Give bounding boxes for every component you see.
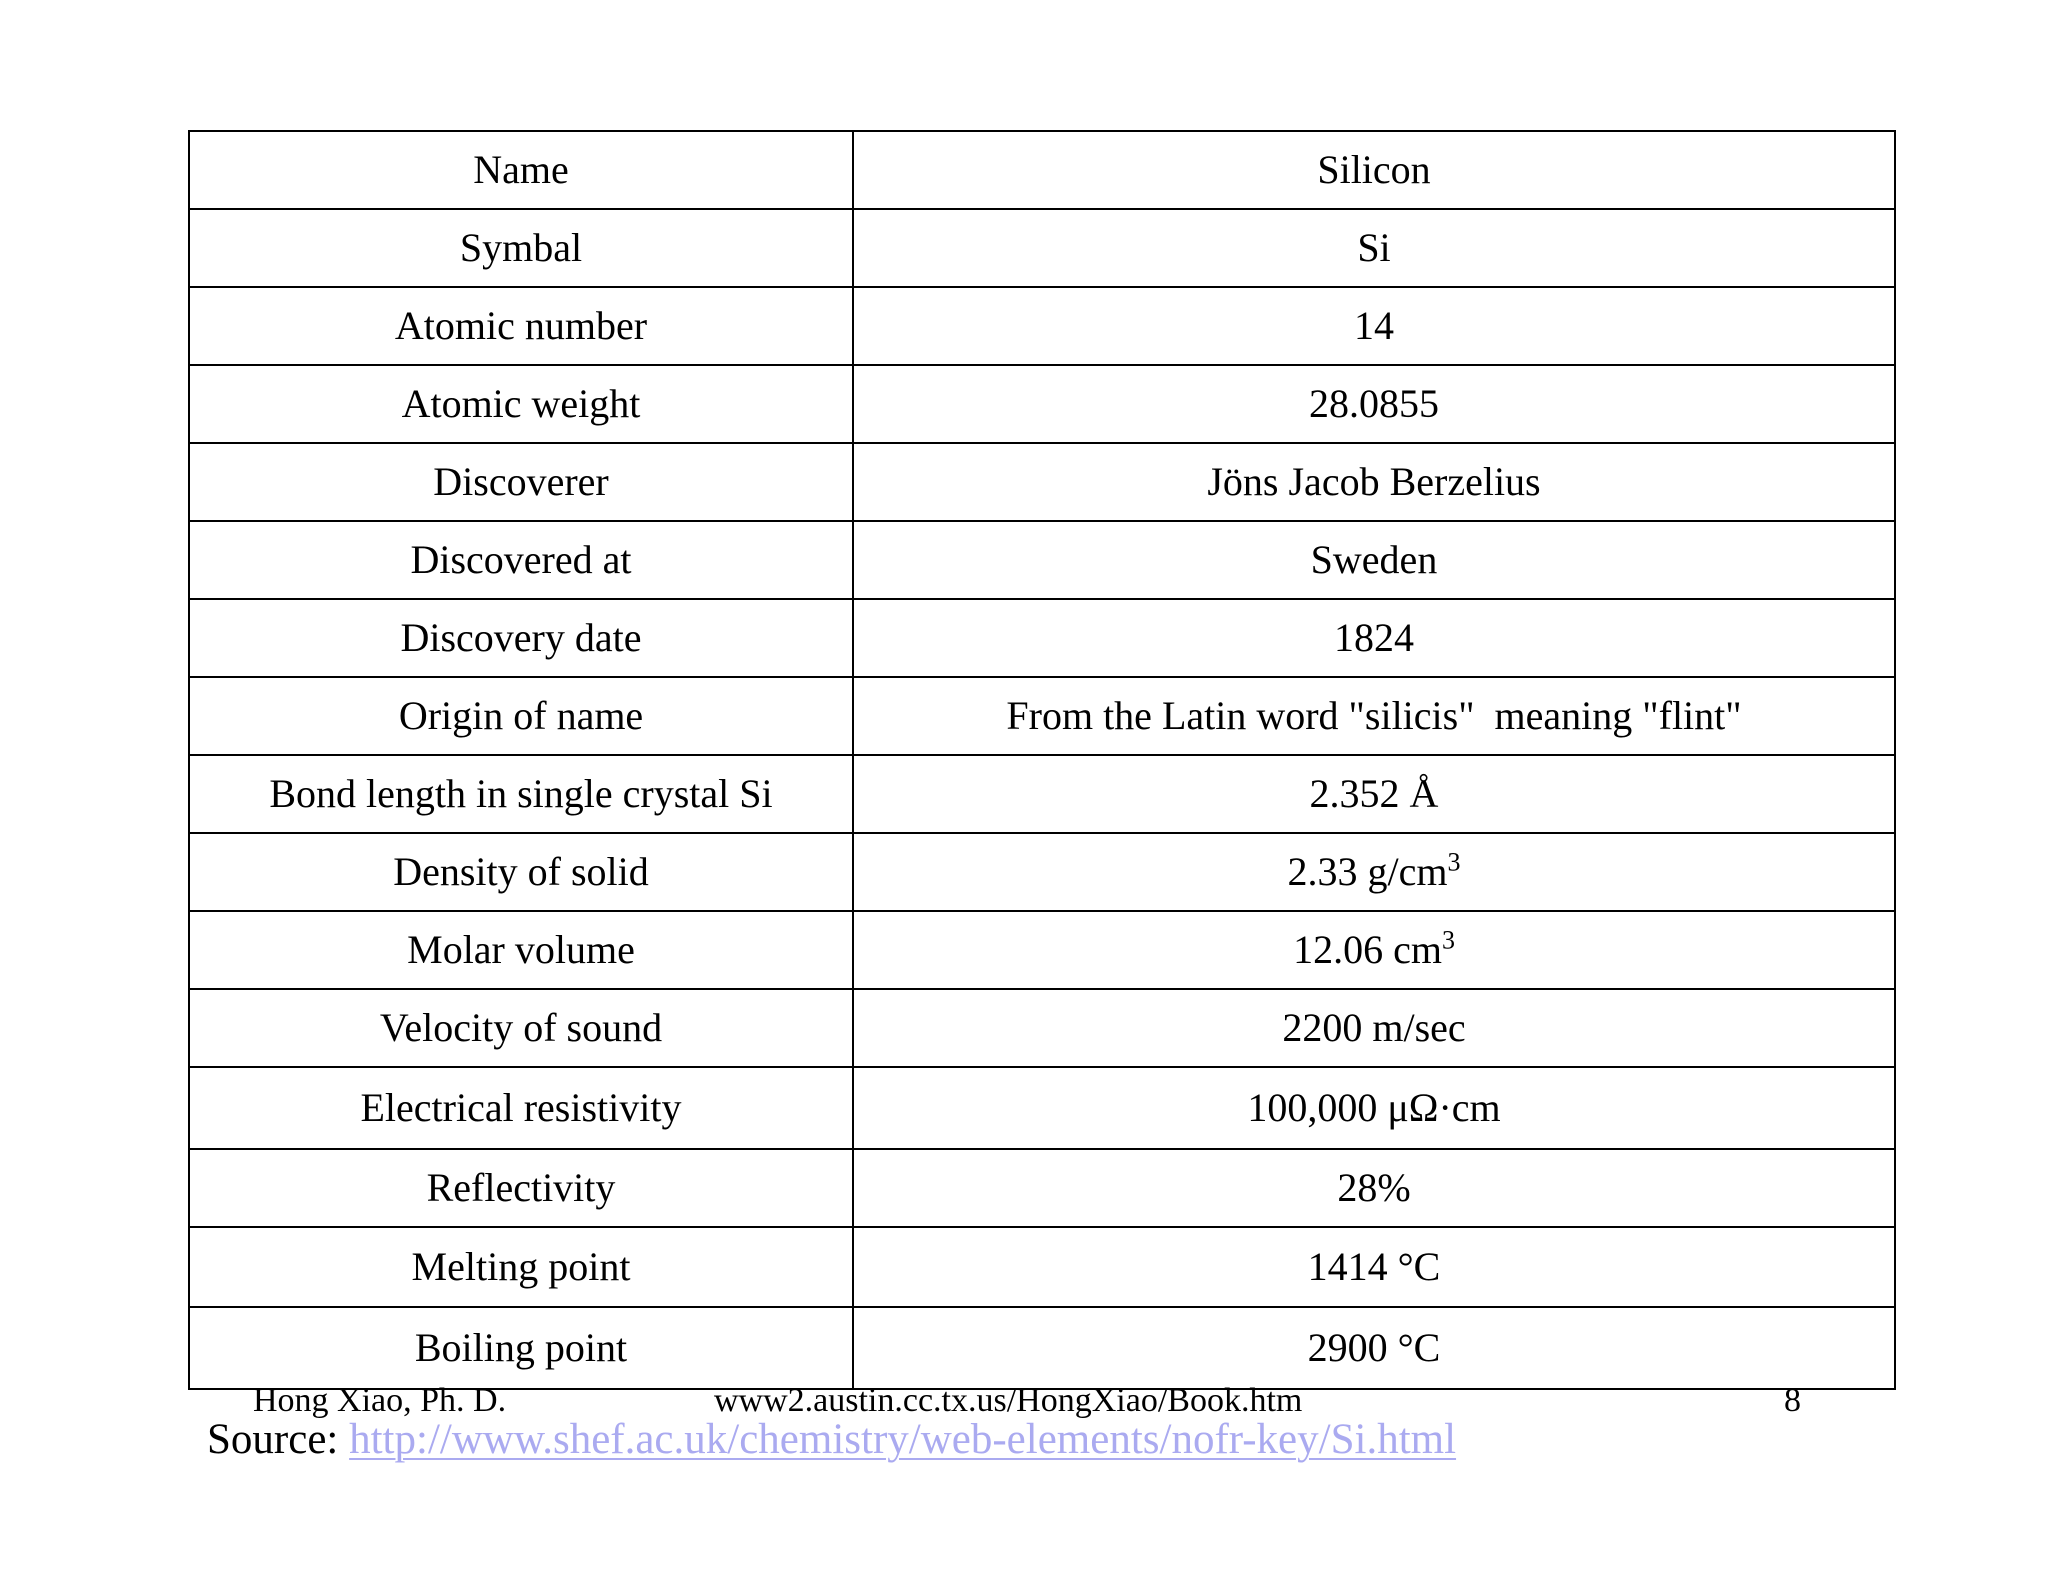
table-row bbox=[189, 1149, 1895, 1227]
table-row bbox=[189, 1307, 1895, 1389]
property-value: Jöns Jacob Berzelius bbox=[853, 443, 1895, 521]
table-row bbox=[189, 365, 1895, 443]
property-value: 14 bbox=[853, 287, 1895, 365]
silicon-properties-table bbox=[188, 130, 1896, 1390]
table-row bbox=[189, 131, 1895, 209]
property-value: 1824 bbox=[853, 599, 1895, 677]
property-value: Si bbox=[853, 209, 1895, 287]
property-label: Discoverer bbox=[189, 443, 853, 521]
property-value: 28.0855 bbox=[853, 365, 1895, 443]
property-label: Discovery date bbox=[189, 599, 853, 677]
property-value: Silicon bbox=[853, 131, 1895, 209]
property-label: Bond length in single crystal Si bbox=[189, 755, 853, 833]
property-label: Velocity of sound bbox=[189, 989, 853, 1067]
property-value: 2.352 Å bbox=[853, 755, 1895, 833]
property-label: Electrical resistivity bbox=[189, 1067, 853, 1149]
value-text: 2.33 g/cm bbox=[1287, 849, 1448, 894]
property-label: Boiling point bbox=[189, 1307, 853, 1389]
property-value: 2900 °C bbox=[853, 1307, 1895, 1389]
property-label: Molar volume bbox=[189, 911, 853, 989]
property-value: 28% bbox=[853, 1149, 1895, 1227]
property-label: Name bbox=[189, 131, 853, 209]
value-superscript: 3 bbox=[1447, 847, 1461, 877]
property-value: From the Latin word "silicis" meaning "flint" bbox=[853, 677, 1895, 755]
property-value bbox=[853, 911, 1895, 989]
table-row bbox=[189, 443, 1895, 521]
value-text: 12.06 cm bbox=[1293, 927, 1442, 972]
table-row bbox=[189, 911, 1895, 989]
table-row bbox=[189, 1227, 1895, 1307]
table-row bbox=[189, 209, 1895, 287]
property-value: 1414 °C bbox=[853, 1227, 1895, 1307]
footer-url: www2.austin.cc.tx.us/HongXiao/Book.htm bbox=[714, 1382, 1303, 1419]
source-citation bbox=[207, 1418, 1456, 1461]
property-value: 2200 m/sec bbox=[853, 989, 1895, 1067]
property-label: Density of solid bbox=[189, 833, 853, 911]
table-row bbox=[189, 1067, 1895, 1149]
footer-author: Hong Xiao, Ph. D. bbox=[253, 1382, 507, 1419]
property-label: Melting point bbox=[189, 1227, 853, 1307]
property-value bbox=[853, 833, 1895, 911]
table-row bbox=[189, 755, 1895, 833]
property-label: Symbal bbox=[189, 209, 853, 287]
source-link[interactable]: http://www.shef.ac.uk/chemistry/web-elements/nofr-key/Si.html bbox=[349, 1416, 1457, 1463]
table-row bbox=[189, 677, 1895, 755]
table-row bbox=[189, 599, 1895, 677]
table-row bbox=[189, 287, 1895, 365]
property-label: Origin of name bbox=[189, 677, 853, 755]
source-label: Source: bbox=[207, 1416, 350, 1463]
property-label: Reflectivity bbox=[189, 1149, 853, 1227]
property-value: 100,000 μΩ·cm bbox=[853, 1067, 1895, 1149]
page-number: 8 bbox=[1784, 1382, 1801, 1419]
table-row bbox=[189, 833, 1895, 911]
property-label: Atomic weight bbox=[189, 365, 853, 443]
property-label: Atomic number bbox=[189, 287, 853, 365]
property-label: Discovered at bbox=[189, 521, 853, 599]
property-value: Sweden bbox=[853, 521, 1895, 599]
value-superscript: 3 bbox=[1441, 925, 1455, 955]
table-row bbox=[189, 521, 1895, 599]
table-row bbox=[189, 989, 1895, 1067]
